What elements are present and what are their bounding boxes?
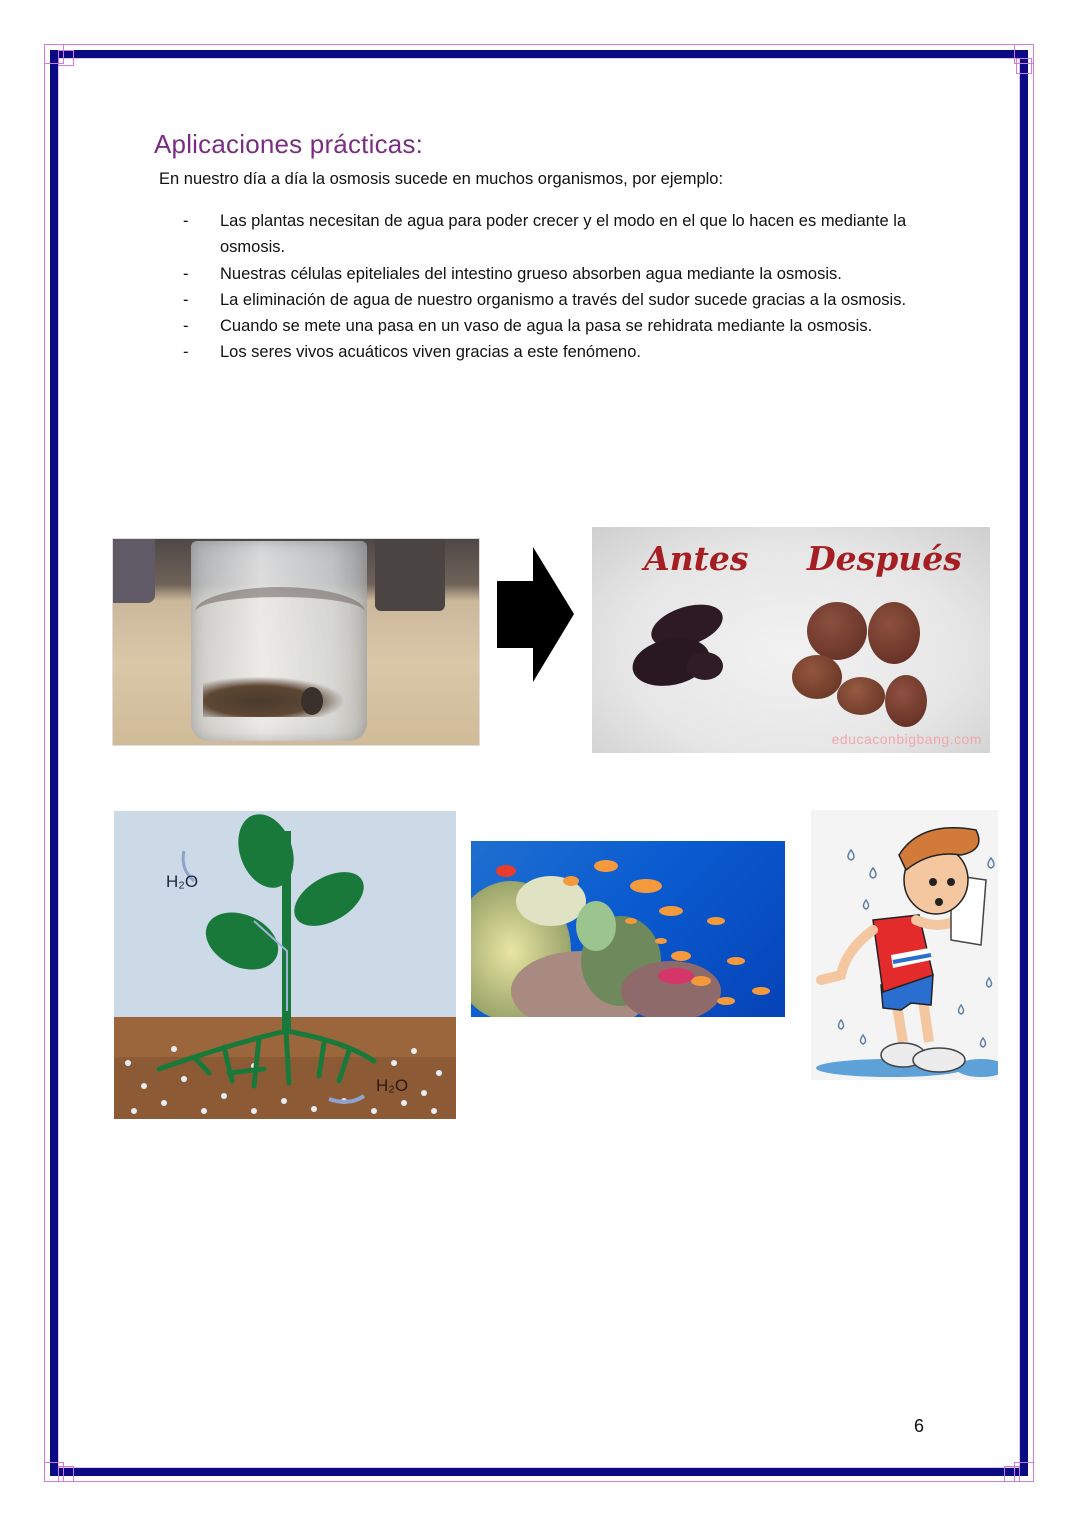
list-item-text: La eliminación de agua de nuestro organismo a través del sudor sucede gracias a la osmosis. [220, 290, 907, 309]
list-item-text: Cuando se mete una pasa en un vaso de agua la pasa se rehidrata mediante la osmosis. [220, 317, 873, 336]
raisin [301, 687, 323, 715]
section-title: Aplicaciones prácticas: [154, 129, 424, 159]
h2o-label-top: H₂O [166, 872, 199, 891]
bullet-dash: - [183, 264, 189, 283]
list-item [183, 287, 913, 313]
corner-ornament-tr-2 [1016, 58, 1032, 74]
plant-illustration [114, 811, 456, 1119]
list-item [183, 208, 913, 261]
image-watermark: educaconbigbang.com [831, 731, 982, 747]
list-item [183, 339, 913, 365]
h2o-label-bottom: H₂O [376, 1076, 409, 1095]
list-item-text: Los seres vivos acuáticos viven gracias a este fenómeno. [220, 343, 641, 362]
bullet-dash: - [183, 317, 189, 336]
background-object [113, 539, 155, 603]
runner-illustration [811, 810, 998, 1080]
corner-ornament-tl-2 [58, 50, 74, 66]
applications-list [183, 208, 913, 366]
list-item [183, 261, 913, 287]
corner-ornament-br-2 [1004, 1466, 1020, 1482]
corner-ornament-bl-2 [58, 1466, 74, 1482]
background-container [375, 539, 445, 611]
sweating-runner-cartoon [811, 810, 998, 1080]
coral-reef-photo [471, 841, 785, 1017]
label-before: Antes [644, 539, 749, 578]
rehydrated-raisin [868, 602, 920, 664]
plant-osmosis-diagram [114, 811, 456, 1119]
page-number: 6 [914, 1416, 925, 1436]
list-item-text: Las plantas necesitan de agua para poder crecer y el modo en el que lo hacen es mediante la osmosis. [220, 212, 907, 257]
rehydrated-raisin [807, 602, 867, 660]
list-item-text: Nuestras células epiteliales del intestino grueso absorben agua mediante la osmosis. [220, 264, 842, 283]
rehydrated-raisin [837, 677, 885, 715]
bullet-dash: - [183, 290, 189, 309]
bullet-dash: - [183, 212, 189, 230]
raisins-before-after-photo [592, 527, 990, 753]
glass-of-water-raisins-photo [112, 538, 480, 746]
intro-paragraph: En nuestro día a día la osmosis sucede en muchos organismos, por ejemplo: [159, 170, 724, 188]
reef-illustration [471, 841, 785, 1017]
right-arrow-icon [497, 547, 574, 682]
glass-reflection [195, 587, 365, 637]
dried-raisin [687, 652, 723, 680]
list-item [183, 313, 913, 339]
label-after: Después [807, 539, 962, 578]
bullet-dash: - [183, 343, 189, 362]
rehydrated-raisin [885, 675, 927, 727]
rehydrated-raisin [792, 655, 842, 699]
